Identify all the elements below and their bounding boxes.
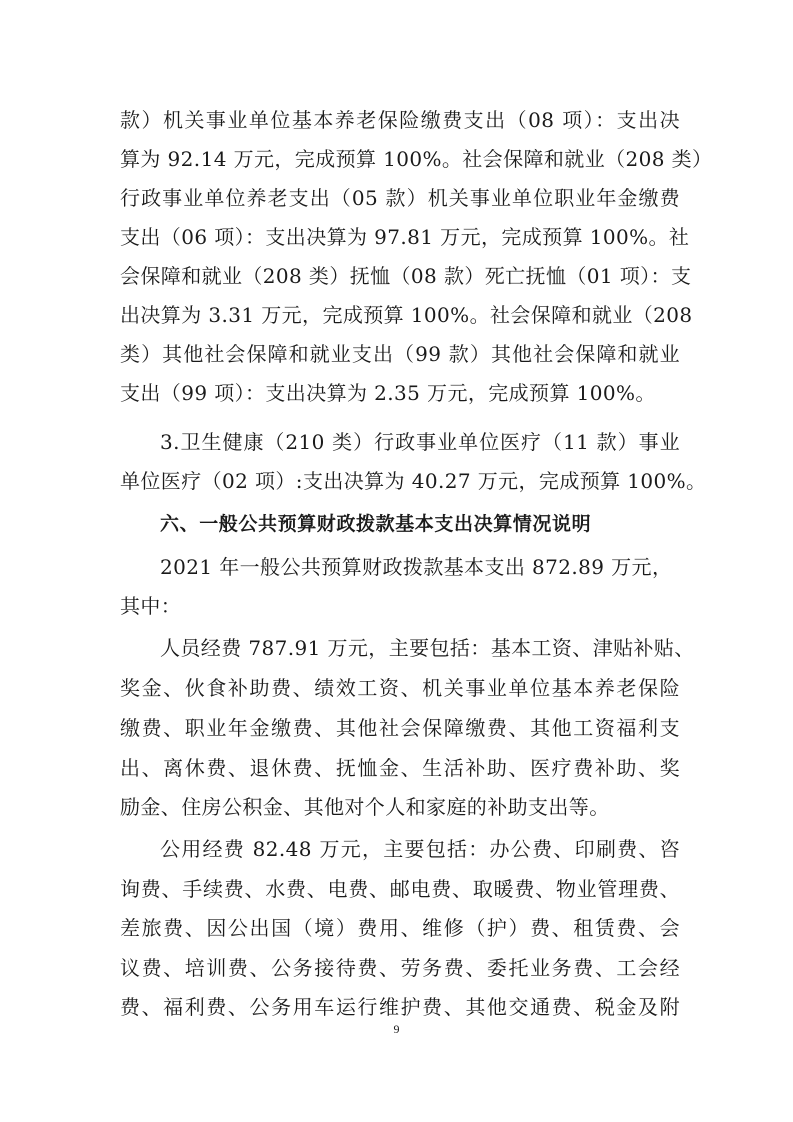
- body-text-line: 3.卫生健康（210 类）行政事业单位医疗（11 款）事业: [160, 430, 680, 454]
- body-text-line: 算为 92.14 万元，完成预算 100%。社会保障和就业（208 类）: [120, 147, 713, 171]
- body-text-line: 询费、手续费、水费、电费、邮电费、取暖费、物业管理费、: [120, 877, 680, 901]
- body-text-line: 公用经费 82.48 万元，主要包括：办公费、印刷费、咨: [160, 837, 680, 861]
- page-number: 9: [393, 1022, 400, 1036]
- body-text-line: 单位医疗（02 项）:支出决算为 40.27 万元，完成预算 100%。: [120, 469, 707, 493]
- body-text-line: 缴费、职业年金缴费、其他社会保障缴费、其他工资福利支: [120, 716, 680, 740]
- body-text-line: 差旅费、因公出国（境）费用、维修（护）费、租赁费、会: [120, 916, 680, 940]
- body-text-line: 议费、培训费、公务接待费、劳务费、委托业务费、工会经: [120, 956, 680, 980]
- body-text-line: 人员经费 787.91 万元，主要包括：基本工资、津贴补贴、: [160, 636, 695, 660]
- body-text-line: 奖金、伙食补助费、绩效工资、机关事业单位基本养老保险: [120, 676, 680, 700]
- body-text-line: 费、福利费、公务用车运行维护费、其他交通费、税金及附: [120, 995, 680, 1019]
- body-text-line: 出决算为 3.31 万元，完成预算 100%。社会保障和就业（208: [120, 303, 693, 327]
- body-text-line: 支出（99 项）：支出决算为 2.35 万元，完成预算 100%。: [120, 381, 656, 405]
- body-text-line: 支出（06 项）：支出决算为 97.81 万元，完成预算 100%。社: [120, 225, 690, 249]
- body-text-line: 会保障和就业（208 类）抚恤（08 款）死亡抚恤（01 项）：支: [120, 264, 692, 288]
- body-text-line: 类）其他社会保障和就业支出（99 款）其他社会保障和就业: [120, 342, 680, 366]
- body-text-line: 行政事业单位养老支出（05 款）机关事业单位职业年金缴费: [120, 186, 680, 210]
- body-text-line: 出、离休费、退休费、抚恤金、生活补助、医疗费补助、奖: [120, 756, 680, 780]
- body-text-line: 2021 年一般公共预算财政拨款基本支出 872.89 万元，: [160, 555, 673, 579]
- section-heading: 六、一般公共预算财政拨款基本支出决算情况说明: [160, 513, 592, 535]
- body-text-line: 款）机关事业单位基本养老保险缴费支出（08 项）：支出决: [120, 108, 680, 132]
- body-text-line: 励金、住房公积金、其他对个人和家庭的补助支出等。: [120, 795, 610, 819]
- body-text-line: 其中：: [120, 594, 182, 618]
